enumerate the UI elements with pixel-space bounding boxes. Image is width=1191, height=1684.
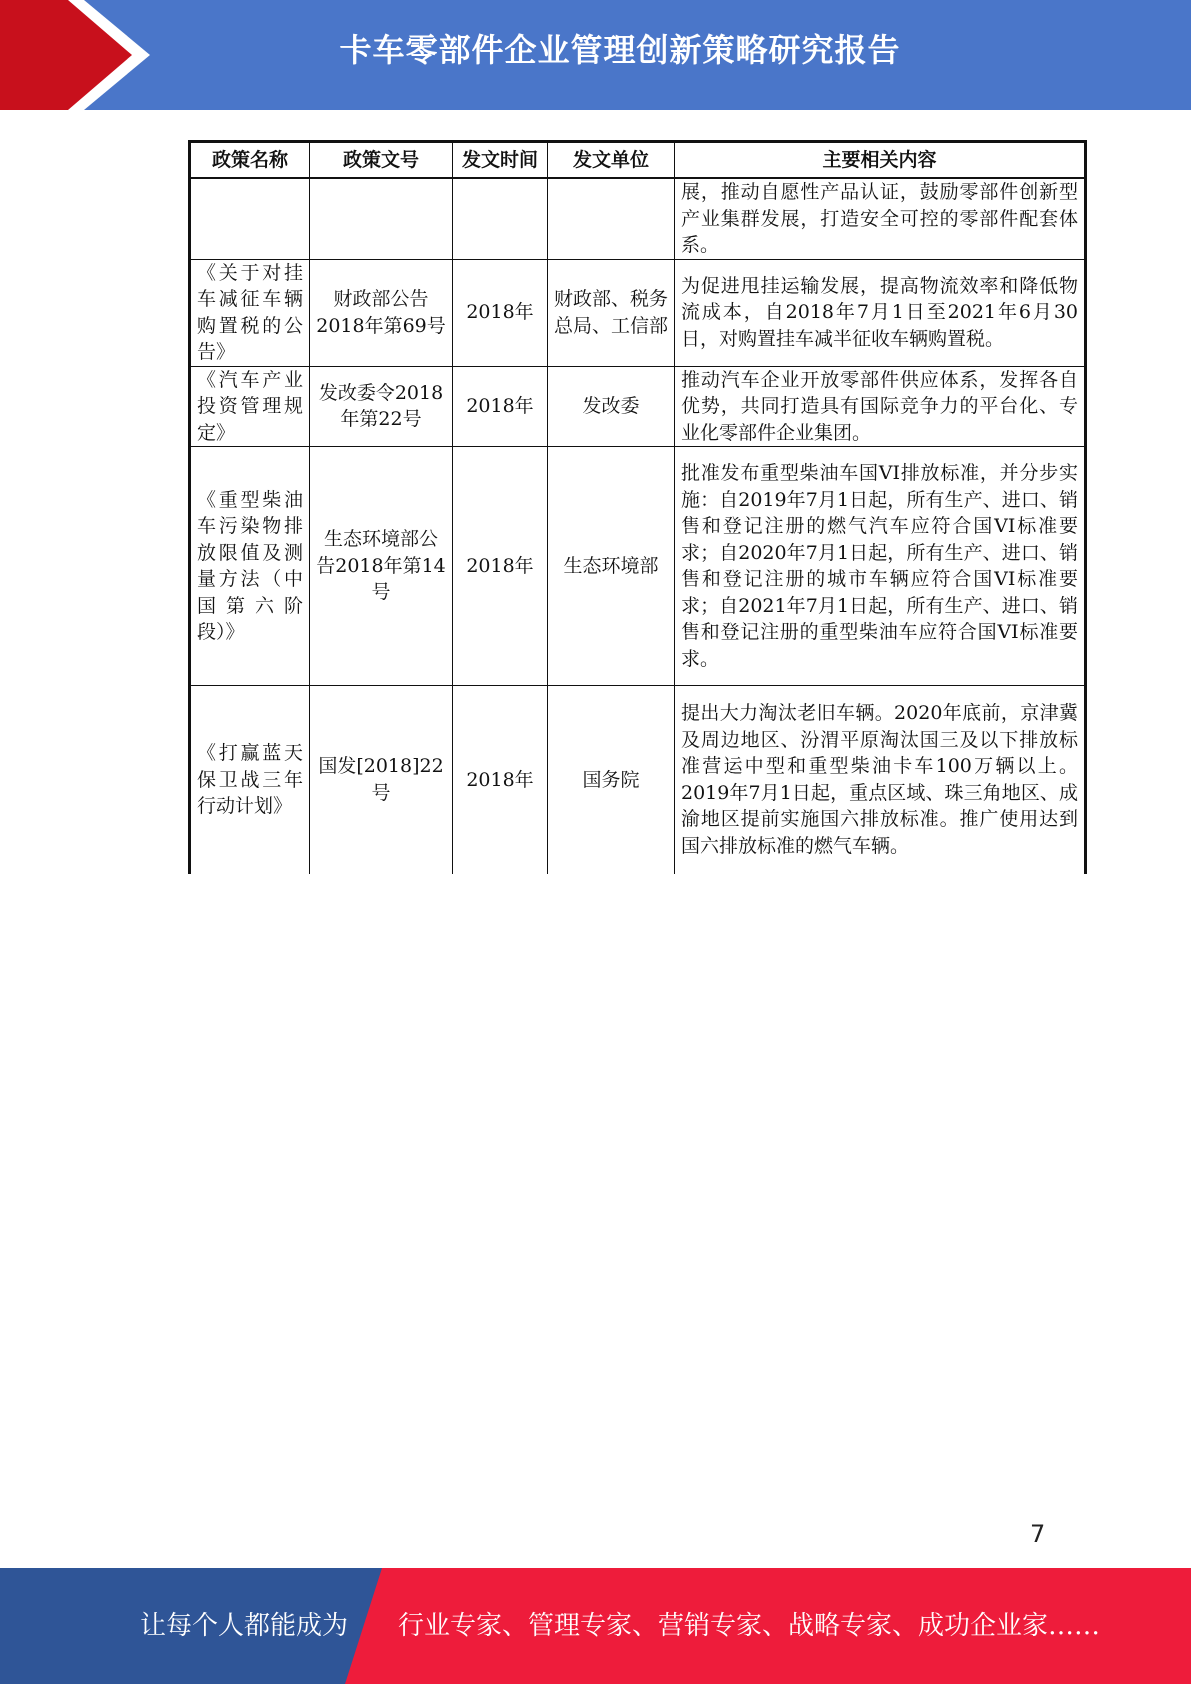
cell-issue-time: 2018年 [453, 259, 548, 366]
cell-issue-time: 2018年 [453, 447, 548, 686]
cell-policy-number: 国发[2018]22号 [310, 686, 453, 874]
table-row [190, 259, 1086, 366]
footer-banner [0, 1568, 1191, 1684]
cell-issuing-unit: 财政部、税务总局、工信部 [548, 259, 675, 366]
table-row [190, 447, 1086, 686]
header-banner [0, 0, 1191, 110]
header-issue-time: 发文时间 [453, 142, 548, 179]
header-main-content: 主要相关内容 [675, 142, 1086, 179]
cell-policy-name: 《打赢蓝天保卫战三年行动计划》 [190, 686, 310, 874]
table-header-row [190, 142, 1086, 179]
policy-table [188, 140, 1087, 874]
cell-policy-name: 《重型柴油车污染物排放限值及测量方法（中国第六阶段）》 [190, 447, 310, 686]
header-policy-number: 政策文号 [310, 142, 453, 179]
cell-issuing-unit: 国务院 [548, 686, 675, 874]
cell-issue-time: 2018年 [453, 686, 548, 874]
table-row [190, 178, 1086, 259]
cell-main-content: 展，推动自愿性产品认证，鼓励零部件创新型产业集群发展，打造安全可控的零部件配套体系。 [675, 178, 1086, 259]
cell-policy-number: 发改委令2018年第22号 [310, 366, 453, 447]
table-row [190, 686, 1086, 874]
cell-policy-name [190, 178, 310, 259]
cell-policy-number: 财政部公告2018年第69号 [310, 259, 453, 366]
report-title: 卡车零部件企业管理创新策略研究报告 [339, 31, 901, 69]
cell-issuing-unit: 发改委 [548, 366, 675, 447]
header-policy-name: 政策名称 [190, 142, 310, 179]
cell-issuing-unit [548, 178, 675, 259]
footer-slogan-left: 让每个人都能成为 [140, 1611, 349, 1641]
cell-policy-number [310, 178, 453, 259]
footer-slogan-right: 行业专家、管理专家、营销专家、战略专家、成功企业家…… [398, 1611, 1101, 1641]
cell-main-content: 为促进甩挂运输发展，提高物流效率和降低物流成本，自2018年7月1日至2021年6月30日，对购置挂车减半征收车辆购置税。 [675, 259, 1086, 366]
cell-policy-name: 《汽车产业投资管理规定》 [190, 366, 310, 447]
header-issuing-unit: 发文单位 [548, 142, 675, 179]
page-number: 7 [1030, 1520, 1046, 1548]
cell-main-content: 批准发布重型柴油车国VI排放标准，并分步实施：自2019年7月1日起，所有生产、进口、销售和登记注册的燃气汽车应符合国VI标准要求；自2020年7月1日起，所有生产、进口、销售和登记注册的城市车辆应符合国VI标准要求；自2021年7月1日起，所有生产、进口、销售和登记注册的重型柴油车应符合国VI标准要求。 [675, 447, 1086, 686]
cell-main-content: 提出大力淘汰老旧车辆。2020年底前，京津冀及周边地区、汾渭平原淘汰国三及以下排放标准营运中型和重型柴油卡车100万辆以上。2019年7月1日起，重点区域、珠三角地区、成渝地区提前实施国六排放标准。推广使用达到国六排放标准的燃气车辆。 [675, 686, 1086, 874]
cell-policy-name: 《关于对挂车减征车辆购置税的公告》 [190, 259, 310, 366]
cell-issue-time: 2018年 [453, 366, 548, 447]
cell-policy-number: 生态环境部公告2018年第14号 [310, 447, 453, 686]
cell-issuing-unit: 生态环境部 [548, 447, 675, 686]
cell-main-content: 推动汽车企业开放零部件供应体系，发挥各自优势，共同打造具有国际竞争力的平台化、专业化零部件企业集团。 [675, 366, 1086, 447]
table-row [190, 366, 1086, 447]
header-arrow-decoration [0, 0, 160, 110]
cell-issue-time [453, 178, 548, 259]
